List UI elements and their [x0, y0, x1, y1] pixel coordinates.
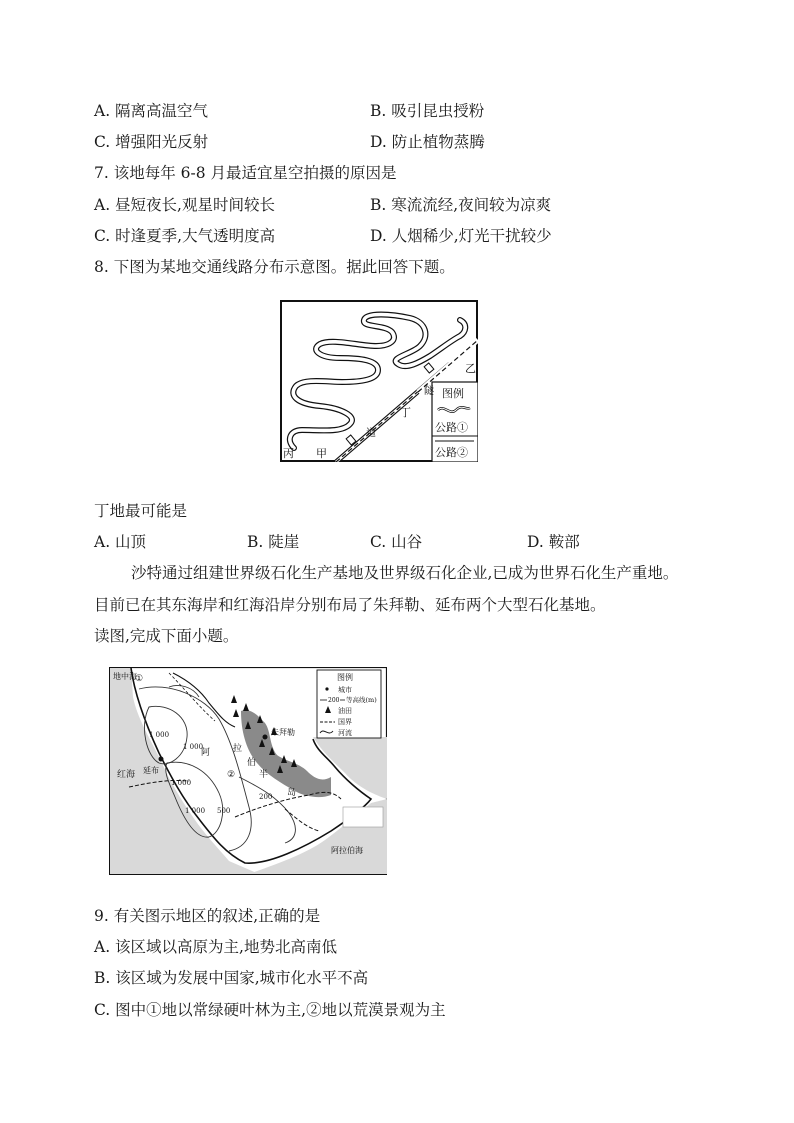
- q7-option-b: B. 寒流流经,夜间较为凉爽: [370, 196, 552, 214]
- map-legend-contour-value: 200: [328, 697, 340, 704]
- contour-label-200: 200: [259, 793, 273, 801]
- city-jubail: [263, 735, 268, 740]
- legend-road1: 公路①: [435, 421, 468, 434]
- q6-option-d: D. 防止植物蒸腾: [370, 133, 485, 151]
- q7-option-a: A. 昼短夜长,观星时间较长: [94, 196, 275, 214]
- contour-label-1000-c: 1 000: [171, 779, 192, 787]
- label-jia: 甲: [316, 447, 327, 460]
- passage-line-1: 沙特通过组建世界级石化生产基地及世界级石化企业,已成为世界石化生产重地。: [131, 564, 679, 582]
- q9-stem: 9. 有关图示地区的叙述,正确的是: [94, 907, 321, 925]
- contour-label-1000-d: 1 000: [185, 807, 206, 815]
- map-legend-city: 城市: [338, 686, 352, 694]
- city-yanbu: [159, 757, 164, 762]
- map-legend-oilfield: 油田: [338, 707, 352, 715]
- label-bo: 伯: [247, 758, 257, 768]
- q6-option-c: C. 增强阳光反射: [94, 133, 209, 151]
- label-red-sea: 红海: [117, 770, 136, 780]
- arabian-peninsula-map: [109, 667, 387, 875]
- label-mark-2: ②: [227, 770, 236, 780]
- label-a: 阿: [201, 748, 211, 758]
- q8-option-b: B. 陡崖: [247, 533, 300, 551]
- q6-option-a: A. 隔离高温空气: [94, 102, 209, 120]
- label-ban: 半: [259, 770, 269, 780]
- legend-title: 图例: [442, 387, 464, 400]
- transport-route-map: [280, 300, 478, 462]
- q9-option-c: C. 图中①地以常绿硬叶林为主,②地以荒漠景观为主: [94, 1001, 446, 1019]
- q9-option-a: A. 该区域以高原为主,地势北高南低: [94, 938, 337, 956]
- passage-line-2: 目前已在其东海岸和红海沿岸分别布局了朱拜勒、延布两个大型石化基地。: [94, 596, 606, 614]
- map-legend-contour: 等高线(m): [346, 696, 377, 704]
- legend-road2: 公路②: [435, 446, 468, 459]
- label-yi: 乙: [465, 362, 476, 375]
- label-mediterranean: 地中海: [113, 672, 137, 681]
- label-mark-1: ①: [135, 674, 144, 684]
- q7-option-d: D. 人烟稀少,灯光干扰较少: [370, 227, 552, 245]
- label-ding: 丁: [400, 406, 411, 419]
- q9-option-b: B. 该区域为发展中国家,城市化水平不高: [94, 969, 369, 987]
- q8-option-c: C. 山谷: [370, 533, 423, 551]
- transport-route-figure: [280, 300, 478, 462]
- label-arabian-sea: 阿拉伯海: [331, 846, 363, 855]
- map-legend-border: 国界: [338, 718, 352, 726]
- q8-stem: 8. 下图为某地交通线路分布示意图。据此回答下题。: [94, 258, 455, 276]
- label-jubail: 朱拜勒: [271, 728, 295, 737]
- passage-line-3: 读图,完成下面小题。: [94, 627, 239, 645]
- contour-label-500: 500: [217, 807, 231, 815]
- q8-option-a: A. 山顶: [94, 533, 147, 551]
- map-legend-title: 图例: [337, 673, 353, 682]
- label-bing: 丙: [283, 447, 294, 460]
- q7-stem: 7. 该地每年 6-8 月最适宜星空拍摄的原因是: [94, 164, 397, 182]
- contour-label-1000-b: 1 000: [183, 743, 204, 751]
- label-yanbu: 延布: [143, 766, 159, 775]
- map-legend-river: 河流: [338, 729, 352, 737]
- label-sui: 隧: [424, 386, 434, 397]
- q8-option-d: D. 鞍部: [527, 533, 580, 551]
- contour-label-1000-a: 1 000: [149, 731, 170, 739]
- arabian-peninsula-figure: [109, 667, 387, 875]
- label-dao: 道: [366, 428, 376, 439]
- q8-question: 丁地最可能是: [94, 502, 188, 520]
- q7-option-c: C. 时逢夏季,大气透明度高: [94, 227, 276, 245]
- label-dao: 岛: [287, 788, 297, 798]
- q6-option-b: B. 吸引昆虫授粉: [370, 102, 485, 120]
- label-la: 拉: [233, 744, 243, 754]
